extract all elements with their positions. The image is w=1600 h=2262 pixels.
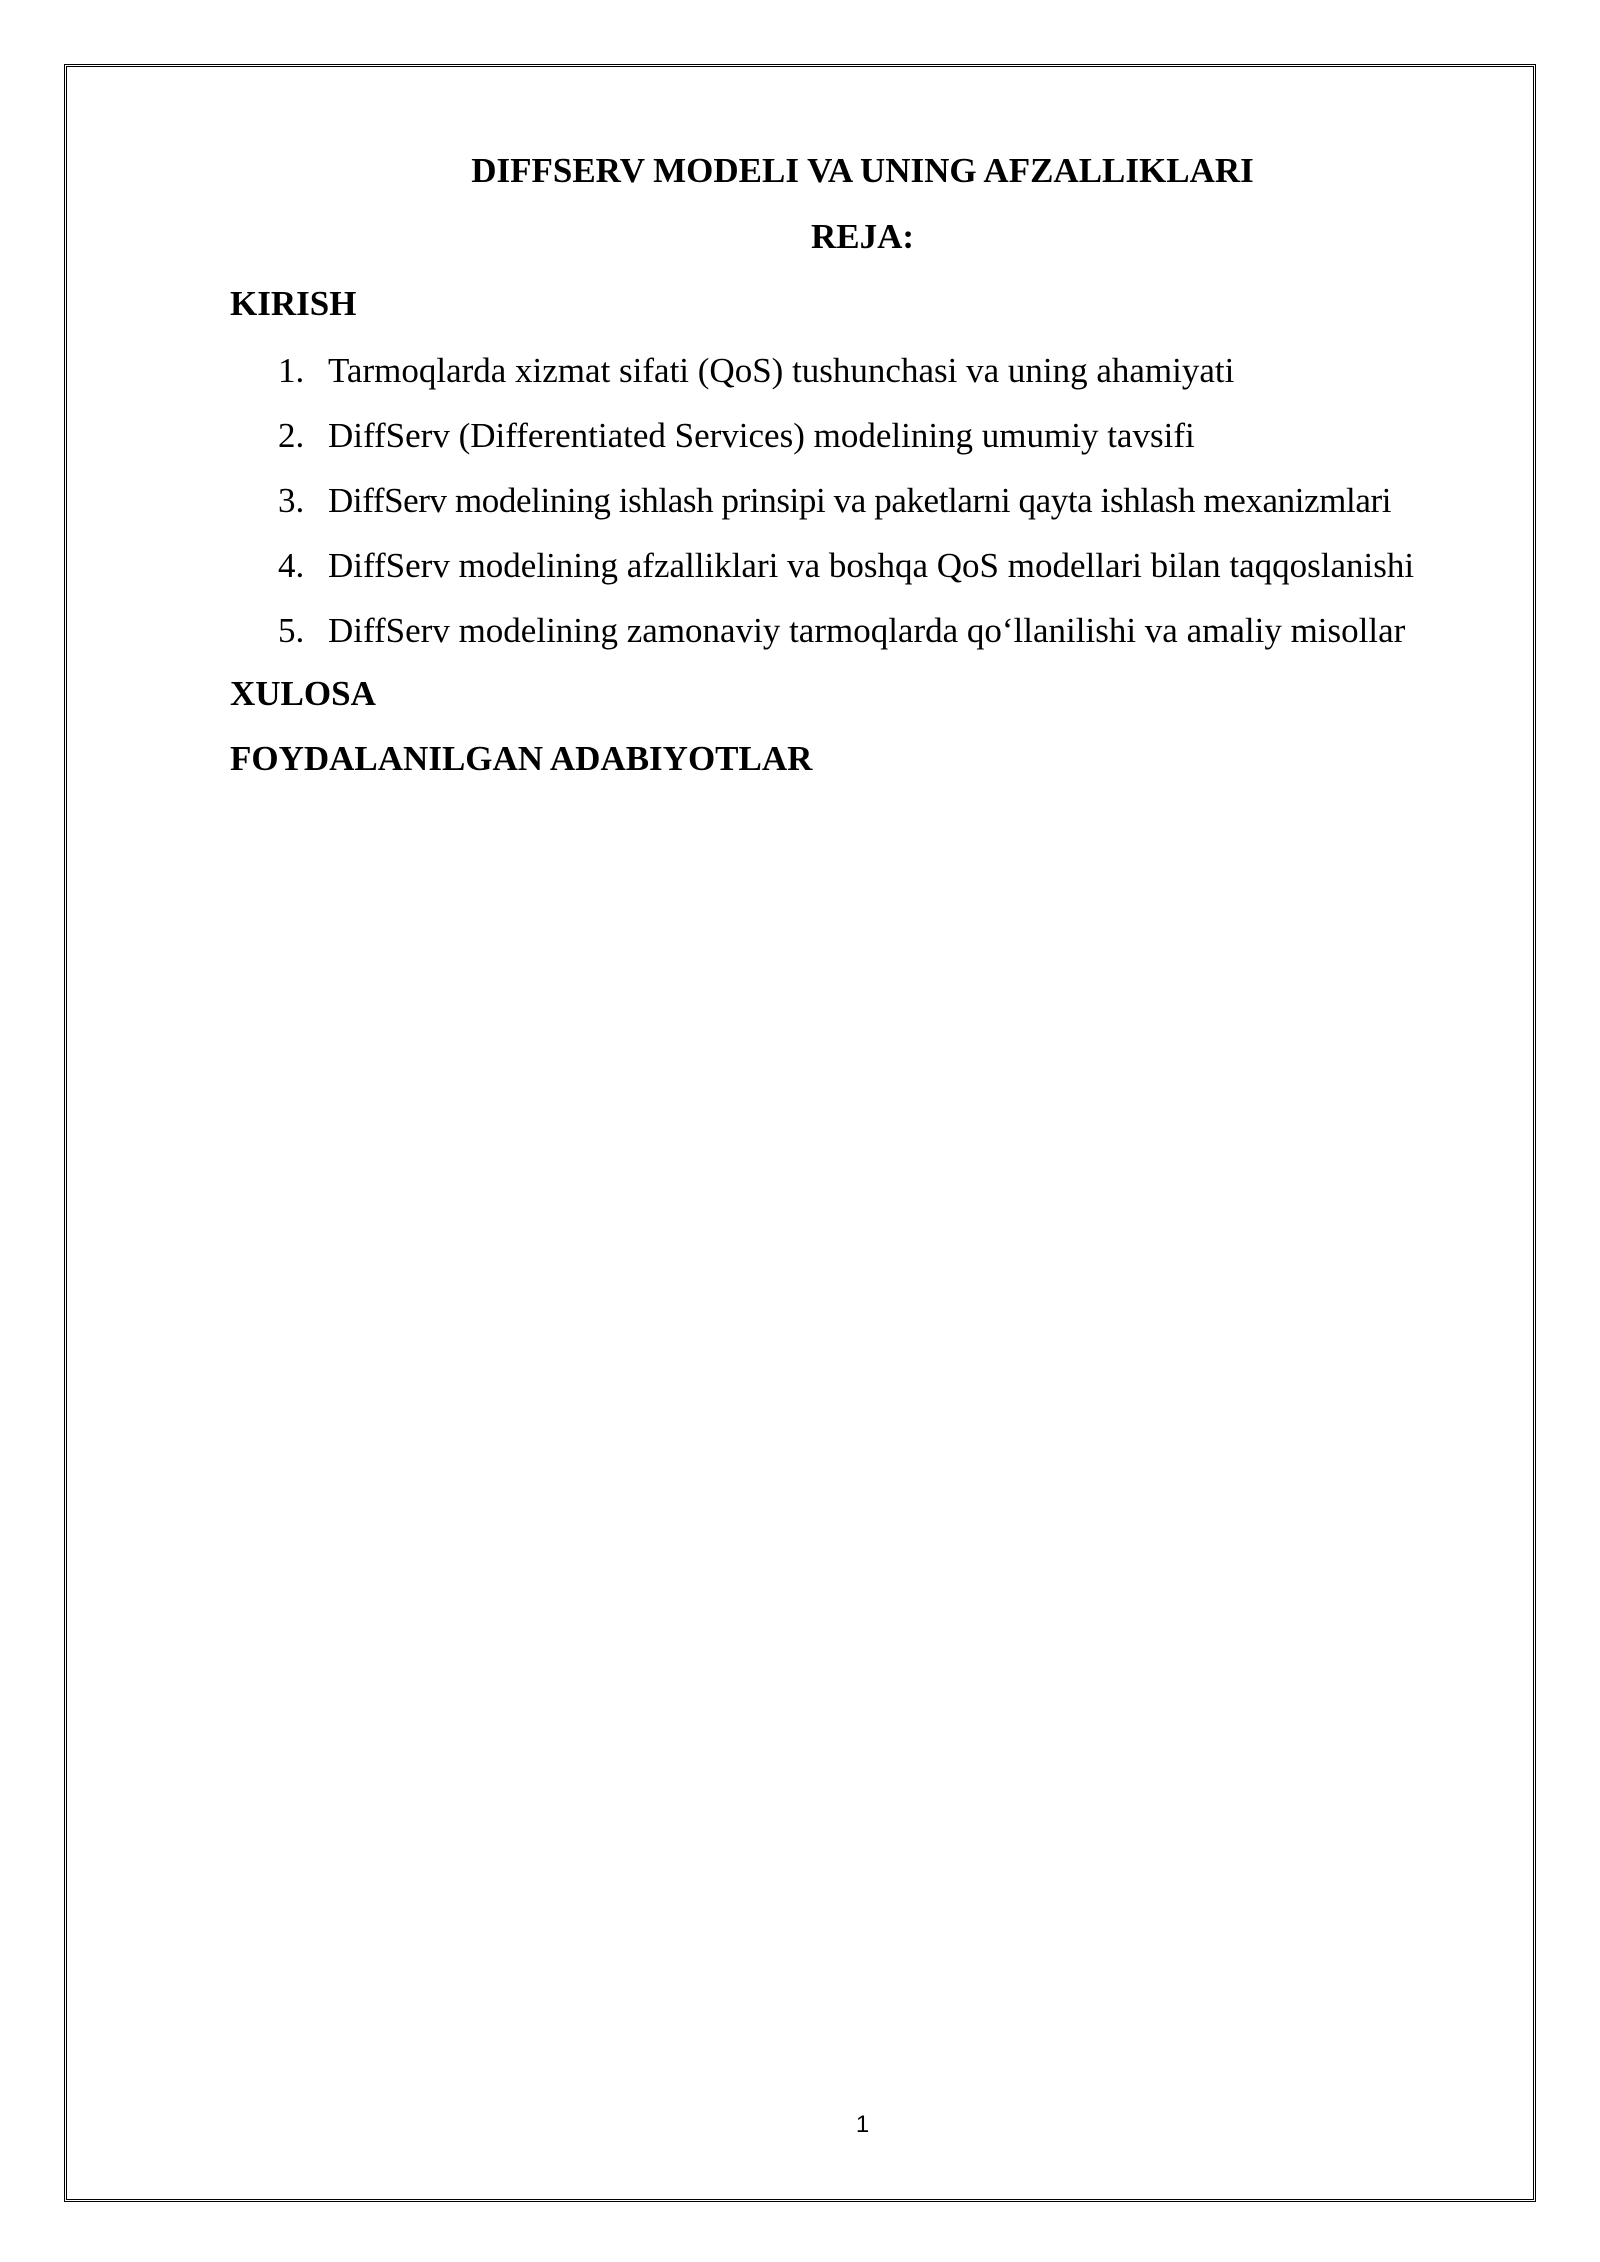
plan-list (278, 350, 1414, 675)
page-number: 1 (855, 2111, 870, 2138)
plan-item (278, 415, 1414, 480)
plan-item (278, 350, 1414, 415)
plan-item-number: 4. (278, 546, 305, 585)
references-heading: FOYDALANILGAN ADABIYOTLAR (230, 739, 813, 778)
plan-item-text: DiffServ (Differentiated Services) modelining umumiy tavsifi (328, 416, 1195, 455)
plan-item (278, 480, 1414, 545)
plan-item (278, 610, 1414, 675)
plan-item-text: DiffServ modelining zamonaviy tarmoqlarda qo‘llanilishi va amaliy misollar (328, 611, 1406, 650)
conclusion-heading: XULOSA (230, 674, 376, 713)
plan-item-number: 5. (278, 611, 305, 650)
plan-item-text: DiffServ modelining afzalliklari va boshqa QoS modellari bilan taqqoslanishi (328, 546, 1415, 585)
introduction-heading: KIRISH (230, 284, 357, 323)
plan-item-number: 1. (278, 351, 305, 390)
document-title: DIFFSERV MODELI VA UNING AFZALLIKLARI (471, 151, 1254, 190)
plan-item (278, 545, 1414, 610)
plan-item-text: DiffServ modelining ishlash prinsipi va paketlarni qayta ishlash mexanizmlari (328, 481, 1392, 520)
plan-item-number: 3. (278, 481, 305, 520)
plan-heading: REJA: (810, 217, 915, 256)
plan-item-number: 2. (278, 416, 305, 455)
plan-item-text: Tarmoqlarda xizmat sifati (QoS) tushunchasi va uning ahamiyati (328, 351, 1235, 390)
